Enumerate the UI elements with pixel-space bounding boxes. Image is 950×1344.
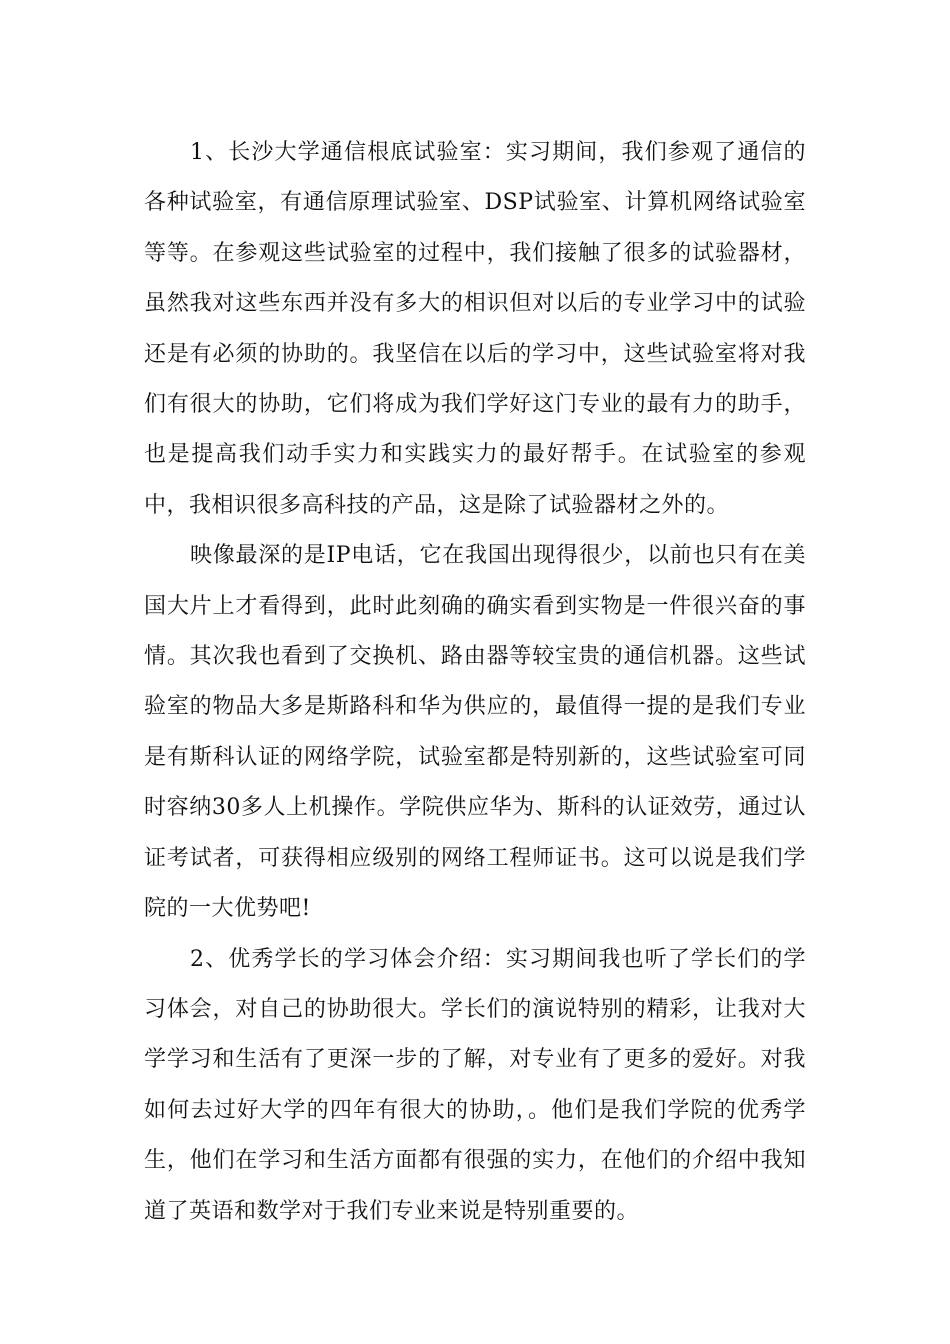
paragraph-lab-visit: 1、长沙大学通信根底试验室：实习期间，我们参观了通信的各种试验室，有通信原理试验室、DSP试验室、计算机网络试验室等等。在参观这些试验室的过程中，我们接触了很多的试验器材，虽然我对这些东西并没有多大的相识但对以后的专业学习中的试验还是有必须的协助的。我坚信在以后的学习中，这些试验室将对我们有很大的协助，它们将成为我们学好这门专业的最有力的助手，也是提高我们动手实力和实践实力的最好帮手。在试验室的参观中，我相识很多高科技的产品，这是除了试验器材之外的。 — [144, 140, 806, 518]
document-body — [144, 128, 806, 1237]
paragraph-ip-phone: 映像最深的是IP电话，它在我国出现得很少，以前也只有在美国大片上才看得到，此时此刻确的确实看到实物是一件很兴奋的事情。其次我也看到了交换机、路由器等较宝贵的通信机器。这些试验室的物品大多是斯路科和华为供应的，最值得一提的是我们专业是有斯科认证的网络学院，试验室都是特别新的，这些试验室可同时容纳30多人上机操作。学院供应华为、斯科的认证效劳，通过认证考试者，可获得相应级别的网络工程师证书。这可以说是我们学院的一大优势吧! — [144, 543, 806, 922]
paragraph-senior-experience: 2、优秀学长的学习体会介绍：实习期间我也听了学长们的学习体会，对自己的协助很大。学长们的演说特别的精彩，让我对大学学习和生活有了更深一步的了解，对专业有了更多的爱好。对我如何去过好大学的四年有很大的协助，。他们是我们学院的优秀学生，他们在学习和生活方面都有很强的实力，在他们的介绍中我知道了英语和数学对于我们专业来说是特别重要的。 — [144, 946, 806, 1224]
